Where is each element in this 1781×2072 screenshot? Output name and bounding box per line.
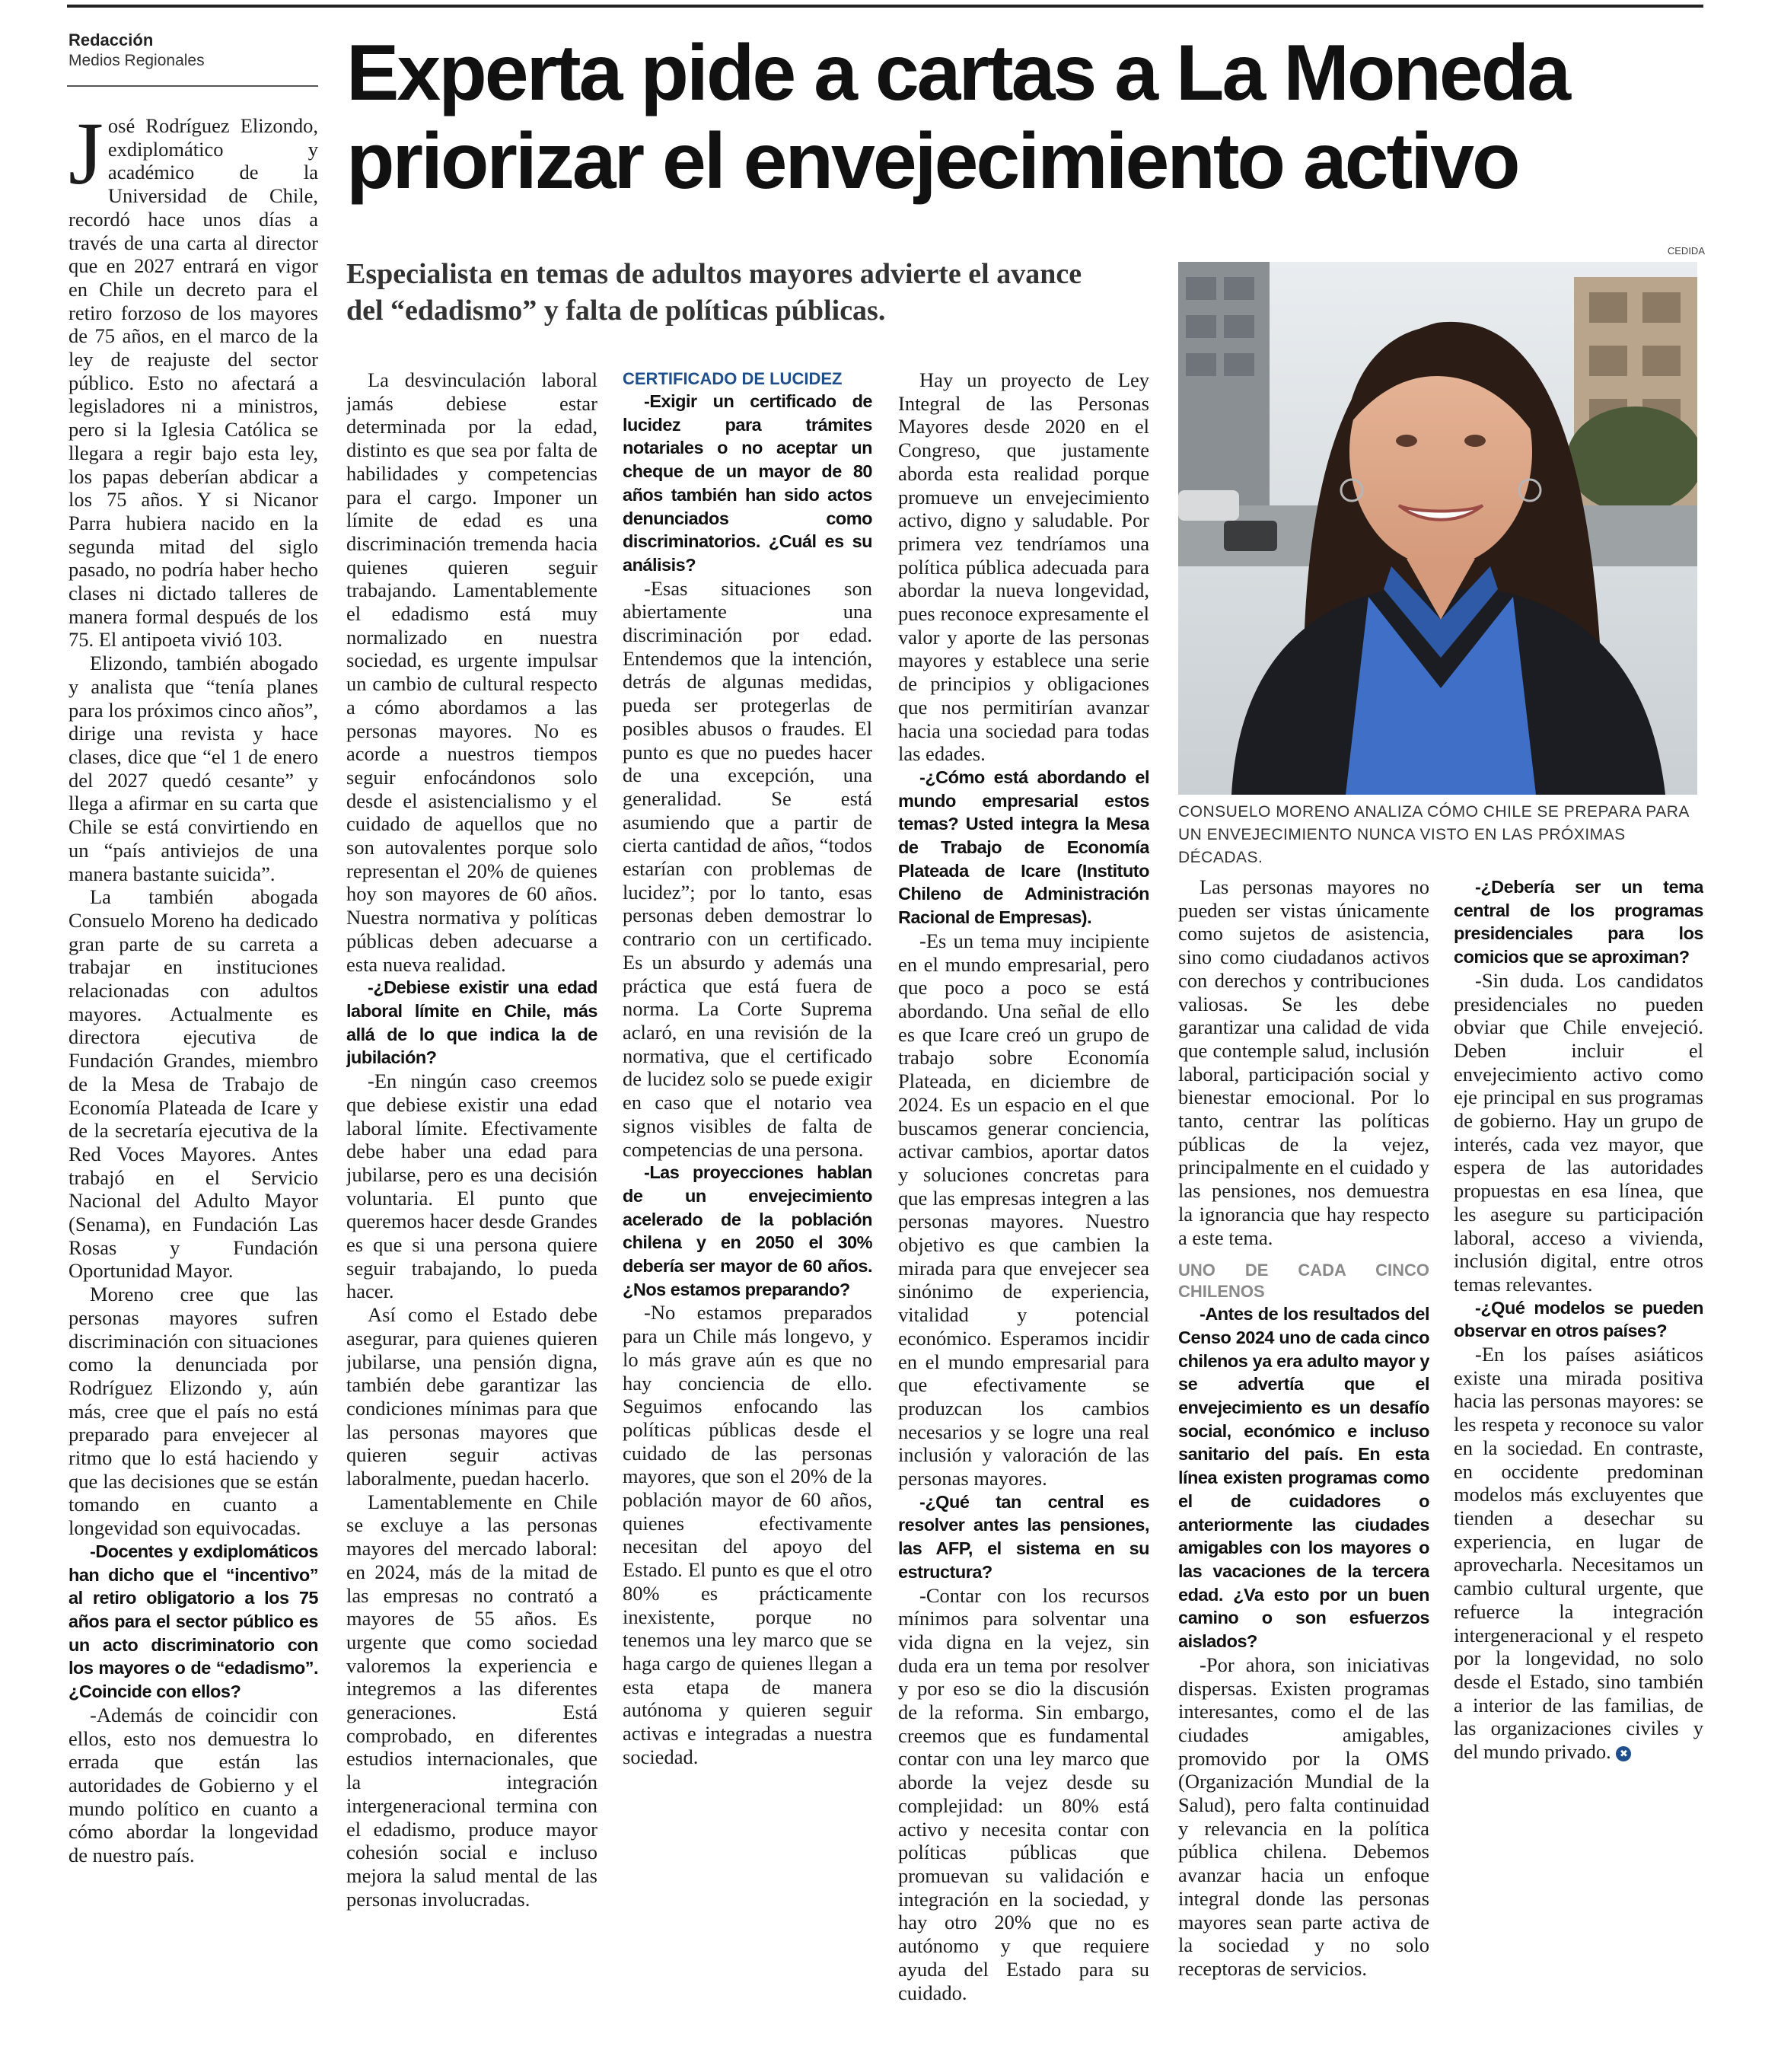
body-paragraph: La desvinculación laboral jamás debiese estar determinada por la edad, distinto es que sea por falta de habilidades y competencias para el cargo. Imponer un límite de edad es una discriminación tremenda hacia quienes quieren seguir trabajando. Lamentablemente el edadismo está muy normalizado en nuestra sociedad, es urgente impulsar un cambio de cultural respecto a cómo abordamos a las personas mayores. No es acorde a nuestros tiempos seguir enfocándonos solo desde el asistencialismo y el cuidado de aquellos que no son autovalentes porque solo representan el 20% de quienes hoy son mayores de 60 años. Nuestra normativa y políticas públicas deben adecuarse a esta nueva realidad. <box>346 368 597 976</box>
portrait-illustration <box>1178 262 1697 795</box>
answer: -No estamos preparados para un Chile más longevo, y lo más grave aún es que no hay conciencia de ello. Seguimos enfocando las políticas públicas desde el cuidado de las personas mayores, que son el 20% de la población mayor de 60 años, quienes efectivamente necesitan del apoyo del Estado. El punto es que el otro 80% es prácticamente inexistente, porque no tenemos una ley marco que se haga cargo de quienes llegan a esta etapa de manera autónoma y quieren seguir activas e integradas a nuestra sociedad. <box>623 1301 872 1768</box>
source-label: Medios Regionales <box>68 52 205 69</box>
column-6 <box>1454 875 1703 2048</box>
question: -¿Cómo está abordando el mundo empresarial estos temas? Usted integra la Mesa de Trabajo de Economía Plateada de Icare (Instituto Chileno de Administración Racional de Empresas). <box>898 767 1149 928</box>
column-5 <box>1178 875 1429 2048</box>
deck: Especialista en temas de adultos mayores advierte el avance del “edadismo” y falta de políticas públicas. <box>346 258 1082 327</box>
photo-credit: CEDIDA <box>1667 245 1705 257</box>
body-paragraph: Elizondo, también abogado y analista que “tenía planes para los próximos cinco años”, dirige una revista y hace clases, dice que “el 1 de enero del 2027 quedó cesante” y llega a afirmar en su carta que Chile se está convirtiendo en un “país antiviejos de una manera bastante suicida”. <box>68 652 318 885</box>
answer: -En ningún caso creemos que debiese existir una edad laboral límite. Efectivamente debe haber una edad para jubilarse, pero es una decisión voluntaria. El punto que queremos hacer desde Grandes es que si una persona quiere seguir trabajando, lo pueda hacer. <box>346 1069 597 1303</box>
body-paragraph: Las personas mayores no pueden ser vistas únicamente como sujetos de asistencia, sino como ciudadanos activos con derechos y contribuciones valiosas. Se les debe garantizar una calidad de vida que contemple salud, inclusión laboral, participación social y bienestar emocional. Por lo tanto, centrar las políticas públicas de la vejez, principalmente en el cuidado y las pensiones, nos demuestra la ignorancia que hay respecto a este tema. <box>1178 875 1429 1249</box>
subhead-lucidez: CERTIFICADO DE LUCIDEZ <box>623 369 843 388</box>
answer: -Contar con los recursos mínimos para solventar una vida digna en la vejez, sin duda era un tema por resolver y por eso se dio la discusión de la reforma. Sin embargo, creemos que es fundamental contar con una ley marco que aborde la vejez desde su complejidad: un 80% está activo y necesita contar con políticas públicas que promuevan su validación e integración en la sociedad, y hay otro 20% que no es autónomo y que requiere ayuda del Estado para su cuidado. <box>898 1583 1149 2004</box>
photo-caption: CONSUELO MORENO ANALIZA CÓMO CHILE SE PREPARA PARA UN ENVEJECIMIENTO NUNCA VISTO EN LAS PRÓXIMAS DÉCADAS. <box>1178 803 1689 866</box>
section-label: Redacción <box>68 30 154 49</box>
paragraph-text: -En los países asiáticos existe una mirada positiva hacia las personas mayores: se les respeta y reconoce su valor en la sociedad. En contraste, en occidente predominan modelos más excluyentes que tienden a desechar su experiencia, en lugar de aprovecharla. Necesitamos un cambio cultural urgente, que refuerce la integración intergeneracional y el respeto por la longevidad, no solo desde el Estado, sino también a interior de las familias, de las organizaciones civiles y del mundo privado. <box>1454 1343 1703 1764</box>
body-paragraph <box>68 114 318 652</box>
column-3 <box>623 368 872 2048</box>
headline: Experta pide a cartas a La Moneda priorizar el envejecimiento activo <box>346 29 1569 206</box>
question: -Exigir un certificado de lucidez para trámites notariales o no aceptar un cheque de un mayor de 80 años también han sido actos denunciados como discriminatorios. ¿Cuál es su análisis? <box>623 391 872 575</box>
subhead-uno-de-cada: UNO DE CADA CINCO CHILENOS <box>1178 1261 1429 1302</box>
question: -Las proyecciones hablan de un envejecimiento acelerado de la población chilena y en 2050 el 30% debería ser mayor de 60 años. ¿Nos estamos preparando? <box>623 1162 872 1299</box>
question: -Antes de los resultados del Censo 2024 uno de cada cinco chilenos ya era adulto mayor y se advertía que el envejecimiento es un desafío social, económico e incluso sanitario del país. En esta línea existen programas como el de cuidadores o anteriormente las ciudades amigables con los mayores o las vacaciones de la tercera edad. ¿Va esto por un buen camino o son esfuerzos aislados? <box>1178 1304 1429 1652</box>
body-paragraph: Hay un proyecto de Ley Integral de las Personas Mayores desde 2020 en el Congreso, que justamente aborda esta realidad porque promueve un envejecimiento activo, digno y saludable. Por primera vez tendríamos una política pública adecuada para abordar la nueva longevidad, pues reconoce expresamente el valor y aporte de las personas mayores y establece una serie de principios y obligaciones que nos permitirían avanzar hacia una sociedad para todas las edades. <box>898 368 1149 766</box>
question: -¿Qué tan central es resolver antes las pensiones, las AFP, el sistema en su estructura? <box>898 1491 1149 1582</box>
answer: -Por ahora, son iniciativas dispersas. Existen programas interesantes, como el de las ciudades amigables, promovido por la OMS (Organización Mundial de la Salud), pero falta continuidad y relevancia en la política pública chilena. Debemos avanzar hacia un enfoque integral donde las personas mayores sean parte activa de la sociedad y no solo receptoras de servicios. <box>1178 1653 1429 1980</box>
paragraph-text: osé Rodríguez Elizondo, exdiplomático y académico de la Universidad de Chile, recordó hace unos días a través de una carta al director que en 2027 entrará en vigor en Chile un decreto para el retiro forzoso de los mayores de 75 años, en el marco de la ley de reajuste del sector público. Esto no afectará a legisladores ni a ministros, pero si la Iglesia Católica se llegara a regir bajo esta ley, los papas deberían abdicar a los 75 años. Y si Nicanor Parra hubiera nacido en la segunda mitad del siglo pasado, no podría haber hecho clases ni dictado talleres de manera formal después de los 75. El antipoeta vivió 103. <box>68 114 318 652</box>
top-rule <box>67 5 1703 8</box>
question: -¿Debería ser un tema central de los programas presidenciales para los comicios que se aproximan? <box>1454 877 1703 967</box>
question: -Docentes y exdiplomáticos han dicho que el “incentivo” al retiro obligatorio a los 75 años para el sector público es un acto discriminatorio con los mayores o de “edadismo”. ¿Coincide con ellos? <box>68 1541 318 1702</box>
body-paragraph: Moreno cree que las personas mayores sufren discriminación con situaciones como la denunciada por Rodríguez Elizondo y, aún más, cree que el país no está preparado para envejecer al ritmo que lo está haciendo y que las decisiones que se están tomando en cuanto a longevidad son equivocadas. <box>68 1283 318 1540</box>
answer: -Sin duda. Los candidatos presidenciales no pueden obviar que Chile envejeció. Deben incluir el envejecimiento activo como eje principal en sus programas de gobierno. Hay un grupo de interés, cada vez mayor, que espera de las autoridades propuestas en esa línea, que les asegure su participación laboral, acceso a vivienda, inclusión digital, entre otros temas relevantes. <box>1454 968 1703 1296</box>
section-rule <box>67 85 318 87</box>
portrait-photo <box>1178 262 1697 795</box>
answer: -Es un tema muy incipiente en el mundo empresarial, pero que poco a poco se está abordando. Una señal de ello es que Icare creó un grupo de trabajo sobre Economía Plateada, en diciembre de 2024. Es un espacio en el que buscamos generar conciencia, activar cambios, aportar datos y soluciones concretas para que las empresas integren a las personas mayores. Nuestro objetivo es que cambien la mirada para que envejecer sea sinónimo de experiencia, vitalidad y potencial económico. Esperamos incidir en el mundo empresarial para que efectivamente se produzcan los cambios necesarios y se logre una real inclusión y valoración de las personas mayores. <box>898 929 1149 1490</box>
body-paragraph: Lamentablemente en Chile se excluye a las personas mayores del mercado laboral: en 2024, más de la mitad de las empresas no contrató a mayores de 55 años. Es urgente que como sociedad valoremos la experiencia e integremos a las diferentes generaciones. Está comprobado, en diferentes estudios internacionales, que la integración intergeneracional termina con el edadismo, produce mayor cohesión social e incluso mejora la salud mental de las personas involucradas. <box>346 1490 597 1911</box>
question: -¿Debiese existir una edad laboral límite en Chile, más allá de lo que indica la de jubilación? <box>346 977 597 1068</box>
column-1 <box>68 114 318 2048</box>
answer: -Además de coincidir con ellos, esto nos demuestra lo errada que están las autoridades de Gobierno y el mundo político en cuanto a cómo abordar la longevidad de nuestro país. <box>68 1703 318 1867</box>
end-of-article-icon: ✖ <box>1616 1746 1631 1761</box>
body-paragraph: Así como el Estado debe asegurar, para quienes quieren jubilarse, una pensión digna, también debe garantizar las condiciones mínimas para que las personas mayores que quieren seguir activas laboralmente, puedan hacerlo. <box>346 1303 597 1490</box>
question: -¿Qué modelos se pueden observar en otros países? <box>1454 1297 1703 1341</box>
answer: -Esas situaciones son abiertamente una discriminación por edad. Entendemos que la intención, detrás de algunas medidas, pueda ser protegerlas de posibles abusos o fraudes. El punto es que no puedes hacer de una excepción, una generalidad. Se está asumiendo que a partir de cierta cantidad de años, “todos estarían con problemas de lucidez”; por lo tanto, esas personas deben demostrar lo contrario con un certificado. Es un absurdo y además una práctica que está fuera de norma. La Corte Suprema aclaró, en una revisión de la normativa, que el certificado de lucidez solo se puede exigir en caso que el notario vea signos visibles de falta de competencias de una persona. <box>623 576 872 1161</box>
column-4 <box>898 368 1149 2048</box>
dropcap: J <box>68 114 104 203</box>
column-2 <box>346 368 597 2048</box>
body-paragraph: La también abogada Consuelo Moreno ha dedicado gran parte de su carreta a trabajar en instituciones relacionadas con adultos mayores. Actualmente es directora ejecutiva de Fundación Grandes, miembro de la Mesa de Trabajo de Economía Plateada de Icare y de la secretaría ejecutiva de la Red Voces Mayores. Antes trabajó en el Servicio Nacional del Adulto Mayor (Senama), en Fundación Las Rosas y Fundación Oportunidad Mayor. <box>68 885 318 1283</box>
answer <box>1454 1343 1703 1764</box>
